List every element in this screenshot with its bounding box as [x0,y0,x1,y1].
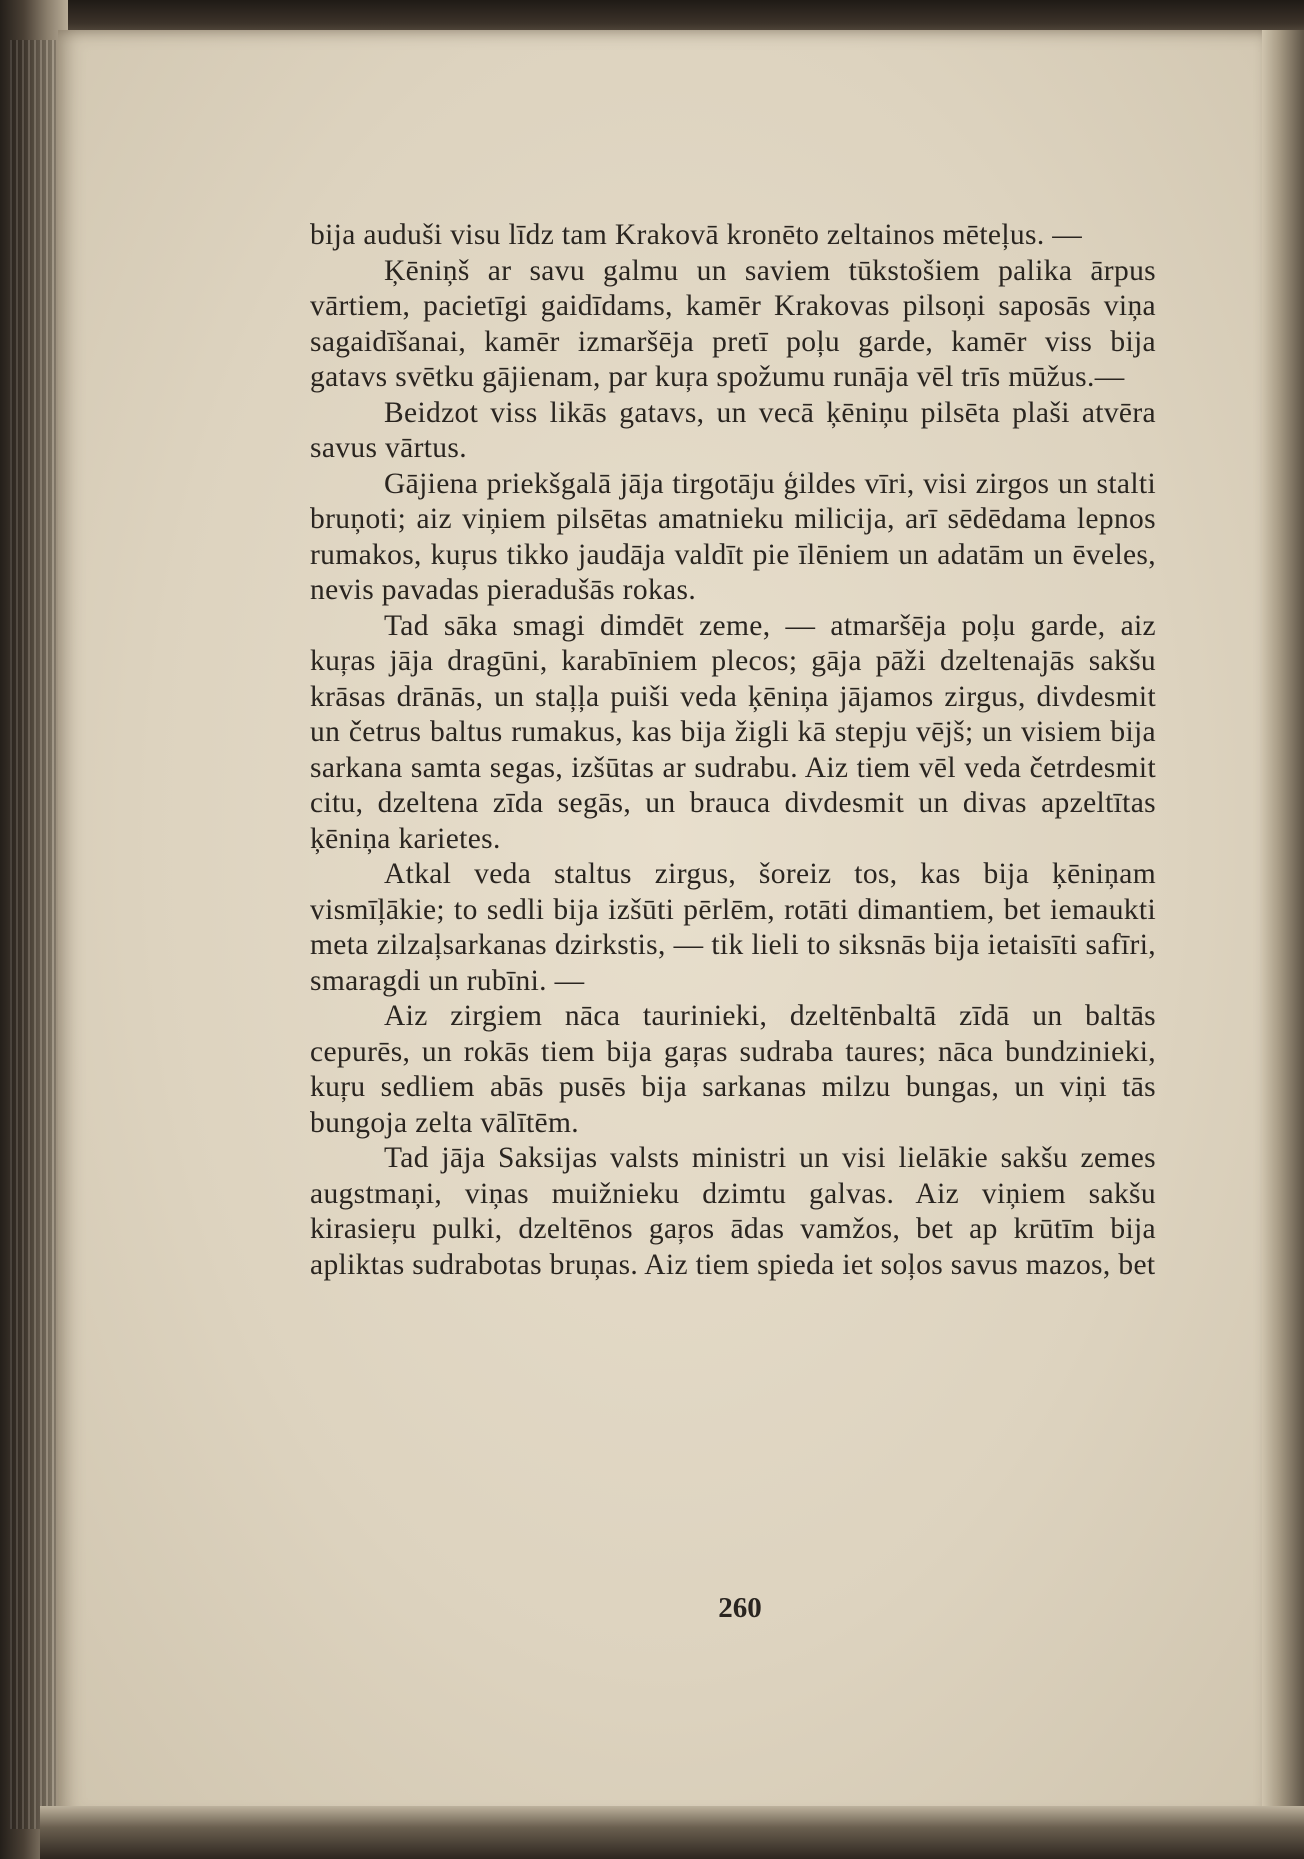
book-right-edge [1262,30,1304,1820]
paragraph: Aiz zirgiem nāca taurinieki, dzeltēnbaltā zīdā un baltās cepurēs, un rokās tiem bija gaŗas sudraba taures; nāca bundzinieki, kuŗu sedliem abās pusēs bija sarkanas milzu bungas, un viņi tās bungoja zelta vālītēm. [310,1000,1156,1139]
paragraph: Atkal veda staltus zirgus, šoreiz tos, kas bija ķēniņam vismīļākie; to sedli bija izšūti pērlēm, rotāti dimantiem, bet iemaukti meta zilzaļsarkanas dzirkstis, — tik lieli to siksnās bija ietaisīti safīri, smaragdi un rubīni. — [310,858,1156,997]
paragraph: Tad sāka smagi dimdēt zeme, — atmaršēja poļu garde, aiz kuŗas jāja dragūni, karabīniem plecos; gāja pāži dzeltenajās sakšu krāsas drānās, un staļļa puiši veda ķēniņa jājamos zirgus, divdesmit un četrus baltus rumakus, kas bija žigli kā stepju vējš; un visiem bija sarkana samta segas, izšūtas ar sudrabu. Aiz tiem vēl veda četrdesmit citu, dzeltena zīda segās, un brauca divdesmit un divas apzeltītas ķēniņa karietes. [310,609,1156,855]
book-bottom-edge [40,1806,1304,1859]
page-number: 260 [718,1592,762,1624]
paragraph: Gājiena priekšgalā jāja tirgotāju ģildes vīri, visi zirgos un stalti bruņoti; aiz viņiem pilsētas amatnieku milicija, arī sēdēdama lepnos rumakos, kuŗus tikko jaudāja valdīt pie īlēniem un adatām un ēveles, nevis pavadas pieradušās rokas. [310,467,1156,606]
paragraph: Beidzot viss likās gatavs, un vecā ķēniņu pilsēta plaši atvēra savus vārtus. [310,396,1156,464]
paragraph: Ķēniņš ar savu galmu un saviem tūkstošiem palika ārpus vārtiem, pacietīgi gaidīdams, kamēr Krakovas pilsoņi saposās viņa sagaidīšanai, kamēr izmaršēja pretī poļu garde, kamēr viss bija gatavs svētku gājienam, par kuŗa spožumu runāja vēl trīs mūžus.— [310,254,1156,393]
page-body-text [310,218,1156,1283]
paragraph: Tad jāja Saksijas valsts ministri un visi lielākie sakšu zemes augstmaņi, viņas muižnieku dzimtu galvas. Aiz viņiem sakšu kirasieŗu pulki, dzeltēnos gaŗos ādas vamžos, bet ap krūtīm bija apliktas sudrabotas bruņas. Aiz tiem spieda iet soļos savus mazos, bet [310,1142,1156,1281]
paragraph: bija auduši visu līdz tam Krakovā kronēto zeltainos mēteļus. — [310,219,1083,251]
